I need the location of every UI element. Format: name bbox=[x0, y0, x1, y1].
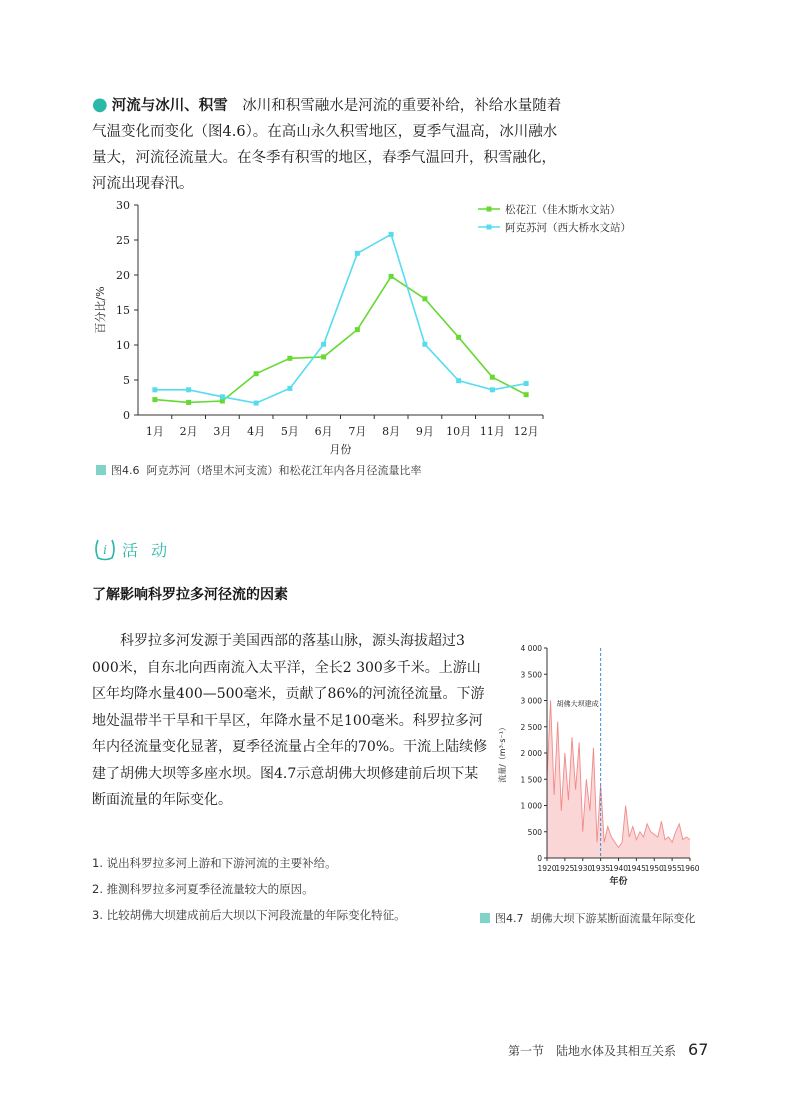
y-tick-label: 0 bbox=[123, 409, 130, 422]
intro-text-a: 冰川和积雪融水是河流的重要补给，补给水量随着气温变化而变化（ bbox=[92, 98, 562, 140]
activity-body: 科罗拉多河发源于美国西部的落基山脉，源头海拔超过3 000米，自东北向西南流入太平洋，全长2 300多千米。上游山区年均降水量400—500毫米，贡献了86%的河流径流量。下游地处温带半干旱和干旱区，年降水量不足100毫米。科罗拉多河年内径流量变化显著，夏季径流量占全年的70%。干流上陆续修建了胡佛大坝等多座水坝。图4.7示意胡佛大坝修建前后坝下某断面流量的年际变化。 bbox=[92, 633, 488, 808]
y-tick-label: 25 bbox=[116, 234, 130, 247]
x-tick-label: 5月 bbox=[280, 425, 299, 438]
data-point bbox=[524, 381, 529, 386]
data-point bbox=[321, 342, 326, 347]
question-item: 2. 推测科罗拉多河夏季径流量较大的原因。 bbox=[92, 882, 314, 896]
y-tick-label: 3 000 bbox=[520, 696, 542, 706]
y-tick-label: 30 bbox=[116, 199, 130, 212]
activity-head-icon bbox=[92, 536, 118, 562]
activity-title: 活 动 bbox=[122, 540, 172, 560]
figure-4-7-flow-chart bbox=[495, 636, 705, 904]
data-point bbox=[389, 232, 394, 237]
data-point bbox=[287, 356, 292, 361]
x-tick-label: 11月 bbox=[479, 425, 505, 438]
x-tick-label: 1935 bbox=[591, 864, 611, 873]
data-point bbox=[254, 401, 259, 406]
legend-marker bbox=[487, 207, 492, 212]
data-point bbox=[186, 387, 191, 392]
figure-4-6-caption bbox=[96, 462, 422, 478]
legend-label: 松花江（佳木斯水文站） bbox=[505, 204, 621, 216]
y-axis-label: 流量/（m³·s⁻¹） bbox=[498, 723, 507, 783]
y-axis-label: 百分比/% bbox=[94, 286, 107, 334]
data-point bbox=[456, 378, 461, 383]
x-tick-label: 1925 bbox=[555, 864, 575, 873]
caption-text: 胡佛大坝下游某断面流量年际变化 bbox=[530, 912, 696, 925]
footer-section: 第一节 陆地水体及其相互关系 bbox=[508, 1044, 677, 1058]
bullet-dot-icon: ● bbox=[92, 94, 108, 115]
data-point bbox=[355, 251, 360, 256]
data-point bbox=[355, 327, 360, 332]
intro-paragraph bbox=[92, 92, 562, 197]
x-tick-label: 1960 bbox=[680, 864, 700, 873]
data-point bbox=[152, 387, 157, 392]
x-tick-label: 1920 bbox=[537, 864, 557, 873]
figure-4-6-line-chart bbox=[88, 195, 631, 457]
activity-header bbox=[92, 536, 171, 562]
y-tick-label: 500 bbox=[527, 827, 542, 837]
data-point bbox=[422, 296, 427, 301]
x-tick-label: 1930 bbox=[573, 864, 593, 873]
data-point bbox=[254, 371, 259, 376]
x-tick-label: 4月 bbox=[247, 425, 266, 438]
x-tick-label: 9月 bbox=[415, 425, 434, 438]
data-point bbox=[321, 354, 326, 359]
x-tick-label: 12月 bbox=[513, 425, 539, 438]
x-tick-label: 1940 bbox=[608, 864, 629, 873]
y-tick-label: 15 bbox=[116, 304, 130, 317]
data-point bbox=[287, 386, 292, 391]
activity-subtitle: 了解影响科罗拉多河径流的因素 bbox=[92, 587, 288, 603]
y-tick-label: 1 000 bbox=[520, 801, 542, 811]
figure-4-7-caption bbox=[480, 910, 696, 926]
data-point bbox=[490, 375, 495, 380]
y-tick-label: 5 bbox=[123, 374, 130, 387]
data-point bbox=[524, 392, 529, 397]
x-tick-label: 1955 bbox=[662, 864, 682, 873]
flow-area bbox=[547, 701, 690, 859]
x-tick-label: 1月 bbox=[145, 425, 164, 438]
y-tick-label: 3 500 bbox=[520, 670, 542, 680]
y-tick-label: 4 000 bbox=[520, 644, 542, 653]
data-point bbox=[456, 335, 461, 340]
data-point bbox=[422, 342, 427, 347]
caption-number: 图4.7 bbox=[495, 912, 524, 925]
intro-fig-ref: 图4.6 bbox=[208, 124, 246, 140]
page-number: 67 bbox=[688, 1040, 709, 1059]
x-axis-label: 年份 bbox=[609, 877, 628, 887]
caption-marker-icon bbox=[480, 913, 490, 923]
caption-marker-icon bbox=[96, 465, 106, 475]
legend-marker bbox=[487, 225, 492, 230]
x-tick-label: 2月 bbox=[179, 425, 198, 438]
question-item: 3. 比较胡佛大坝建成前后大坝以下河段流量的年际变化特征。 bbox=[92, 908, 406, 922]
data-point bbox=[389, 274, 394, 279]
caption-number: 图4.6 bbox=[111, 464, 140, 477]
x-axis-label: 月份 bbox=[329, 443, 352, 456]
x-tick-label: 3月 bbox=[213, 425, 232, 438]
x-tick-label: 7月 bbox=[348, 425, 367, 438]
y-tick-label: 2 000 bbox=[520, 749, 542, 758]
activity-icon-letter: i bbox=[103, 543, 107, 557]
data-point bbox=[152, 397, 157, 402]
y-tick-label: 0 bbox=[537, 854, 542, 863]
data-point bbox=[186, 400, 191, 405]
x-tick-label: 10月 bbox=[446, 425, 472, 438]
data-point bbox=[220, 394, 225, 399]
question-list bbox=[92, 850, 492, 928]
intro-text-b: ）。在高山永久积雪地区，夏季气温高，冰川融水量大，河流径流量大。在冬季有积雪的地区，春季气温回升，积雪融化，河流出现春汛。 bbox=[92, 124, 558, 192]
y-tick-label: 2 500 bbox=[520, 722, 542, 732]
y-tick-label: 1 500 bbox=[520, 775, 542, 785]
caption-text: 阿克苏河（塔里木河支流）和松花江年内各月径流量比率 bbox=[146, 464, 422, 477]
y-tick-label: 10 bbox=[116, 339, 130, 352]
question-item: 1. 说出科罗拉多河上游和下游河流的主要补给。 bbox=[92, 856, 337, 870]
y-tick-label: 20 bbox=[116, 269, 130, 282]
intro-lead: 河流与冰川、积雪 bbox=[111, 97, 228, 114]
legend-label: 阿克苏河（西大桥水文站） bbox=[505, 222, 631, 234]
x-tick-label: 1950 bbox=[644, 864, 664, 873]
x-tick-label: 6月 bbox=[314, 425, 333, 438]
x-tick-label: 1945 bbox=[626, 864, 646, 873]
page-footer bbox=[508, 1040, 708, 1059]
series-line bbox=[155, 234, 526, 403]
x-tick-label: 8月 bbox=[382, 425, 401, 438]
data-point bbox=[490, 387, 495, 392]
dam-annotation: 胡佛大坝建成 bbox=[556, 699, 599, 708]
